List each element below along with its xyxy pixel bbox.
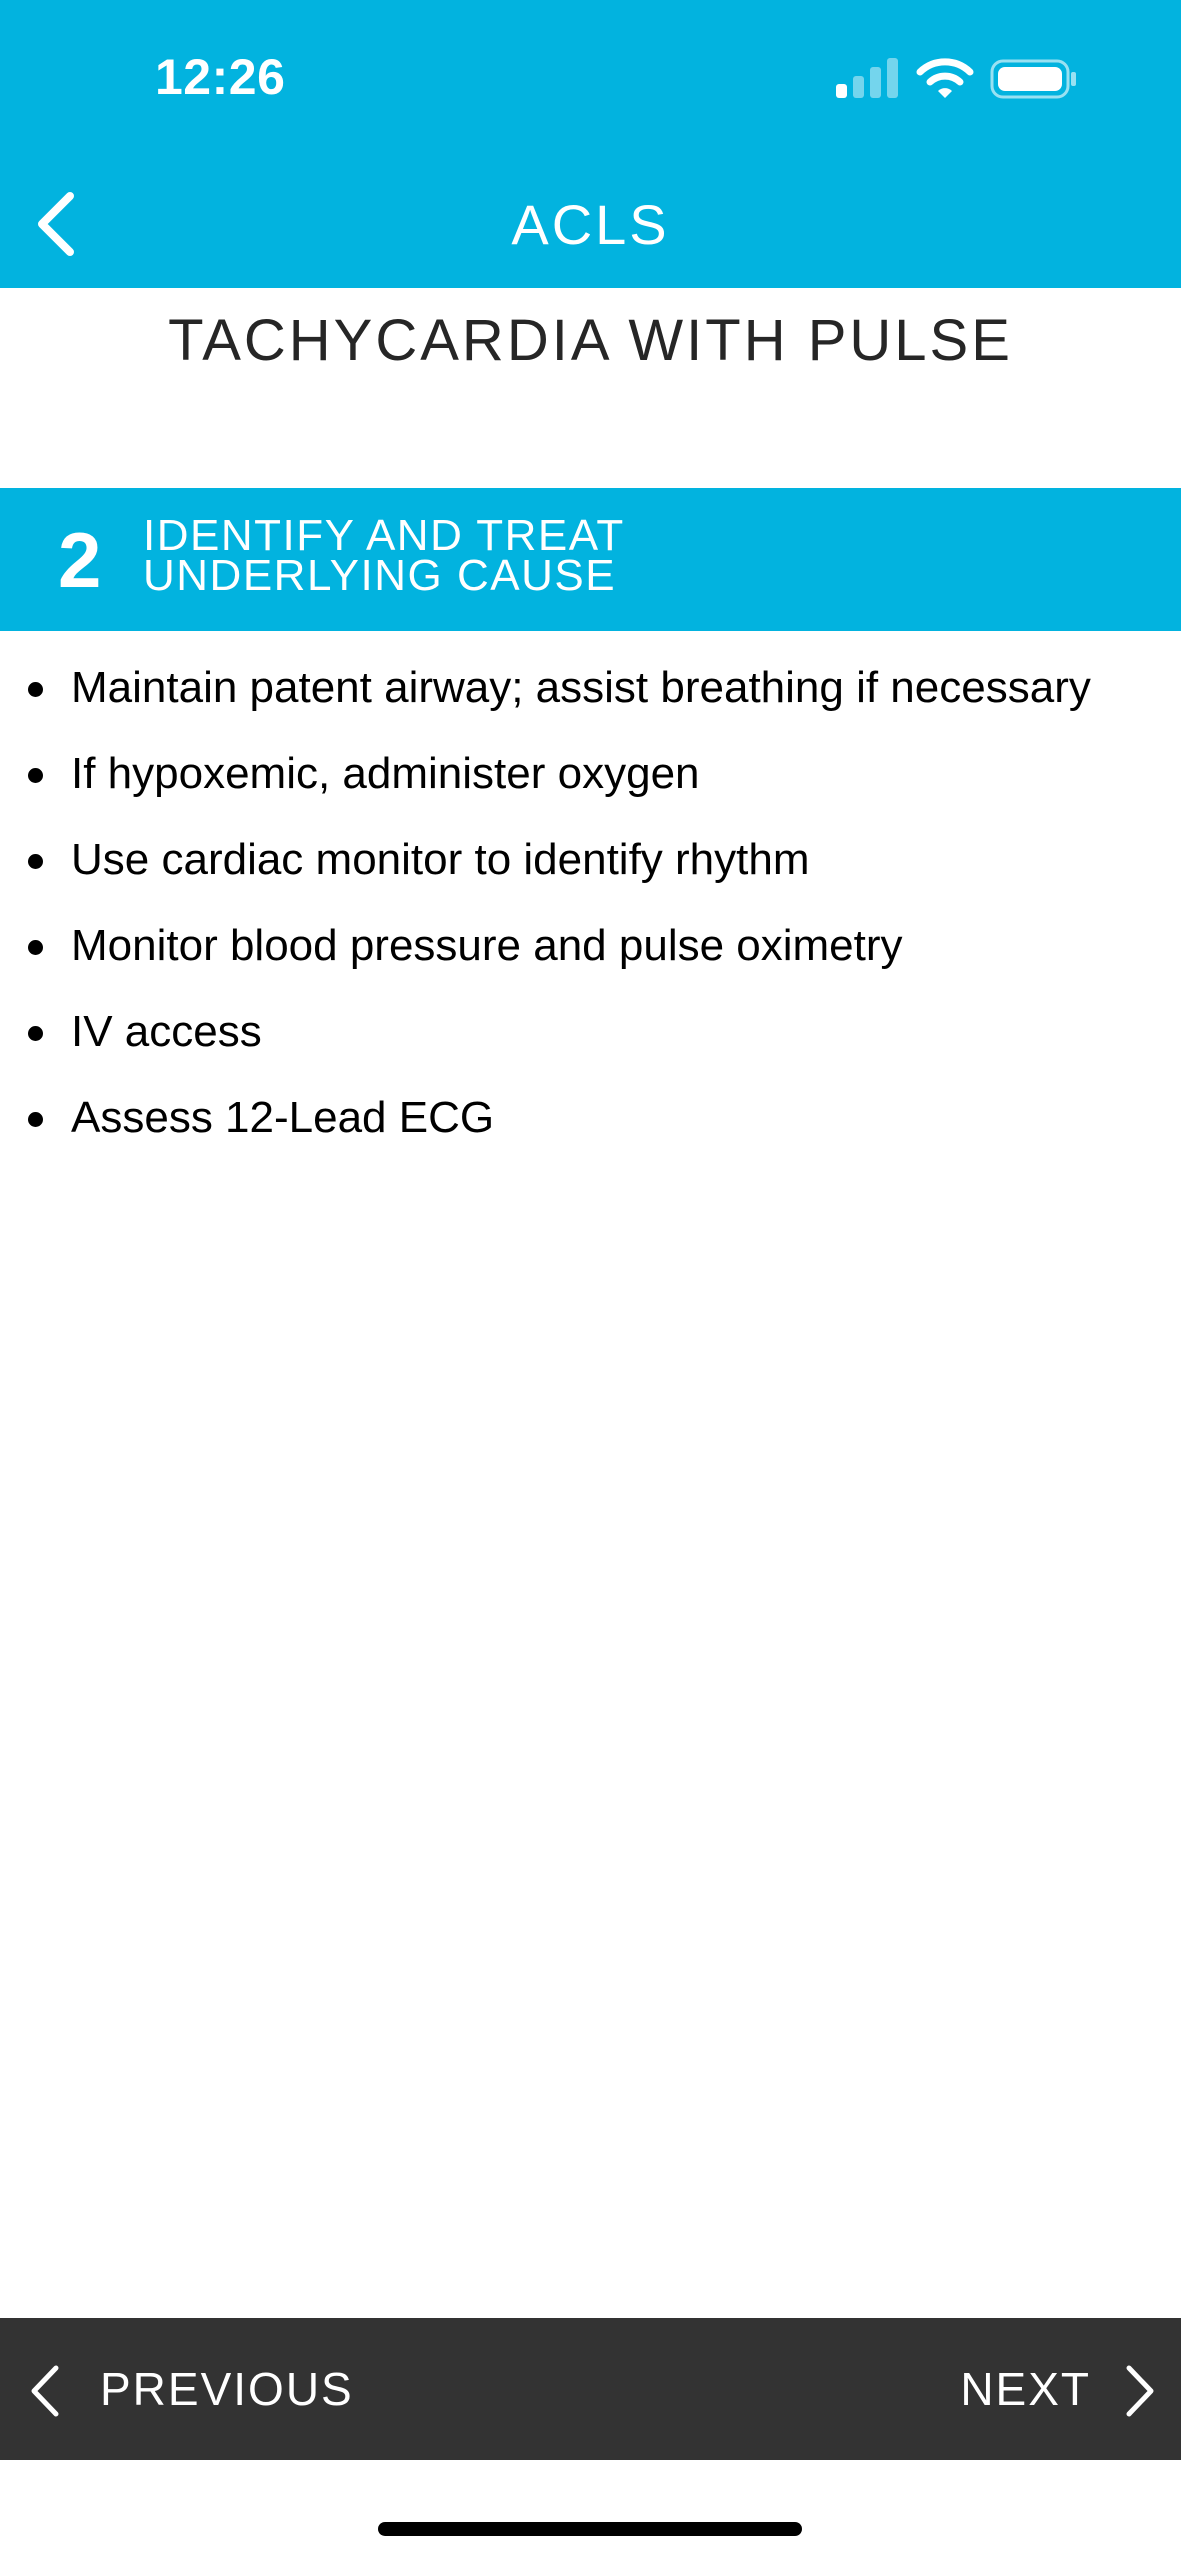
page-title: TACHYCARDIA WITH PULSE (168, 308, 1013, 373)
list-item (0, 824, 1181, 910)
header-title: ACLS (511, 193, 670, 256)
step-banner (0, 488, 1181, 631)
list-item (0, 910, 1181, 996)
step-title-line-1: IDENTIFY AND TREAT (143, 511, 625, 560)
list-item-text: Monitor blood pressure and pulse oximetry (71, 921, 903, 970)
list-item (0, 996, 1181, 1082)
list-item (0, 652, 1181, 738)
list-item-text: Use cardiac monitor to identify rhythm (71, 835, 810, 884)
list-item-text: Assess 12-Lead ECG (71, 1093, 495, 1142)
list-item (0, 738, 1181, 824)
cellular-signal-icon (836, 58, 900, 98)
step-title-line-2: UNDERLYING CAUSE (143, 551, 617, 600)
status-time: 12:26 (155, 49, 286, 105)
step-number: 2 (58, 516, 102, 604)
bullet-icon (28, 768, 43, 783)
home-indicator[interactable] (378, 2522, 802, 2536)
previous-label: PREVIOUS (100, 2363, 354, 2415)
list-item-text: Maintain patent airway; assist breathing if necessary (71, 663, 1091, 712)
previous-button[interactable] (24, 2318, 354, 2460)
chevron-right-icon (1121, 2362, 1161, 2420)
header-bar (0, 0, 1181, 288)
chevron-left-icon (24, 2362, 64, 2420)
instruction-list (0, 652, 1181, 1168)
step-title (143, 511, 625, 600)
list-item-text: IV access (71, 1007, 262, 1056)
next-label: NEXT (960, 2363, 1091, 2415)
bullet-icon (28, 1026, 43, 1041)
bullet-icon (28, 940, 43, 955)
battery-icon (990, 59, 1078, 99)
bullet-icon (28, 682, 43, 697)
list-item (0, 1082, 1181, 1168)
bullet-icon (28, 1112, 43, 1127)
wifi-icon (916, 56, 974, 100)
list-item-text: If hypoxemic, administer oxygen (71, 749, 700, 798)
next-button[interactable] (921, 2318, 1161, 2460)
bullet-icon (28, 854, 43, 869)
bottom-nav-bar (0, 2318, 1181, 2460)
